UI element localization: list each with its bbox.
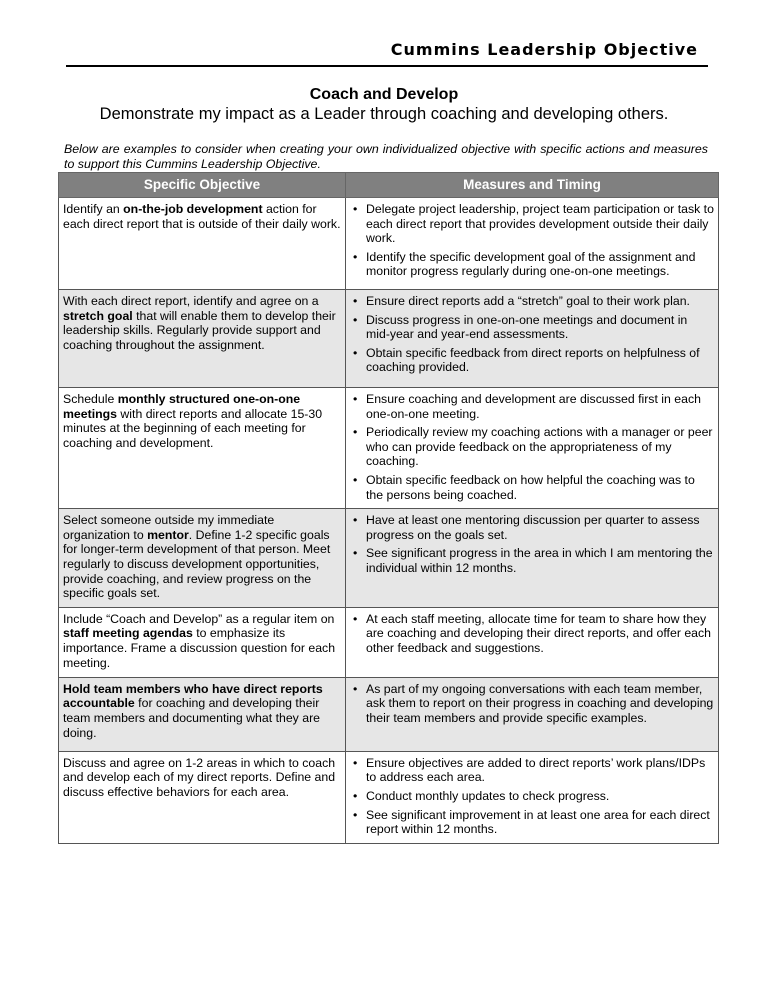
objective-emphasis: Hold team members who have direct reports accountable	[63, 681, 323, 711]
objective-text: for coaching and developing their team members and documenting what they are doing.	[63, 696, 321, 740]
intro-paragraph: Below are examples to consider when creating your own individualized objective with specific actions and measures to support this Cummins Leadership Objective.	[64, 142, 708, 171]
measures-list	[350, 294, 714, 375]
header-specific-objective: Specific Objective	[59, 173, 346, 198]
header-title: Cummins Leadership Objective	[390, 40, 698, 59]
measures-cell	[346, 388, 719, 509]
objective-text: with direct reports and allocate 15-30 minutes at the beginning of each meeting for coaching and development.	[63, 406, 323, 450]
measures-cell	[346, 290, 719, 388]
objective-text: . Define 1-2 specific goals for longer-term development of that person. Meet regularly to discuss development opportunities, provide coaching, and review progress on the specific goals set.	[63, 527, 331, 601]
measure-item: • Obtain specific feedback from direct reports on helpfulness of coaching provided.	[350, 346, 714, 375]
table-row	[59, 290, 719, 388]
objective-cell	[59, 290, 346, 388]
objective-emphasis: stretch goal	[63, 308, 133, 323]
table-body	[59, 198, 719, 844]
objective-cell	[59, 388, 346, 509]
objective-emphasis: mentor	[147, 527, 189, 542]
measures-cell	[346, 751, 719, 843]
objective-cell	[59, 198, 346, 290]
table-row	[59, 198, 719, 290]
table-row	[59, 607, 719, 677]
document-title: Coach and Develop	[309, 86, 459, 103]
measures-list	[350, 756, 714, 837]
measures-list	[350, 202, 714, 279]
document-subtitle: Demonstrate my impact as a Leader through coaching and developing others.	[99, 105, 669, 123]
table-row	[59, 677, 719, 751]
measures-list	[350, 513, 714, 575]
objective-text: Discuss and agree on 1-2 areas in which to coach and develop each of my direct reports. Define and discuss effective behaviors for each area.	[63, 755, 336, 799]
objective-emphasis: staff meeting agendas	[63, 626, 193, 641]
measure-item: • Ensure coaching and development are discussed first in each one-on-one meeting.	[350, 392, 714, 421]
measures-cell	[346, 509, 719, 608]
measure-item: • Have at least one mentoring discussion per quarter to assess progress on the goals set.	[350, 513, 714, 542]
measure-item: • As part of my ongoing conversations with each team member, ask them to report on their progress in coaching and developing their team members and provide specific examples.	[350, 682, 714, 726]
measure-item: • See significant improvement in at least one area for each direct report within 12 months.	[350, 808, 714, 837]
table-row	[59, 751, 719, 843]
measure-item: • Obtain specific feedback on how helpful the coaching was to the persons being coached.	[350, 473, 714, 502]
objective-emphasis: monthly structured one-on-one meetings	[63, 392, 301, 421]
table-row	[59, 388, 719, 509]
measure-item: • Ensure objectives are added to direct reports’ work plans/IDPs to address each area.	[350, 756, 714, 785]
objective-cell	[59, 677, 346, 751]
measure-item: • Delegate project leadership, project team participation or task to each direct report that provides development outside their daily work.	[350, 202, 714, 246]
measure-item: • Discuss progress in one-on-one meetings and document in mid-year and year-end assessments.	[350, 313, 714, 342]
objective-text: that will enable them to develop their leadership skills. Regularly provide support and coaching throughout the assignment.	[63, 308, 336, 352]
objective-text: to emphasize its importance. Frame a discussion question for each meeting.	[63, 626, 336, 670]
objective-cell	[59, 751, 346, 843]
measure-item: • Ensure direct reports add a “stretch” goal to their work plan.	[350, 294, 714, 309]
objectives-table	[58, 172, 719, 844]
objective-emphasis: on-the-job development	[123, 202, 263, 216]
table-row	[59, 509, 719, 608]
objective-text: Include “Coach and Develop” as a regular item on	[63, 611, 335, 626]
measures-list	[350, 612, 714, 656]
measure-item: • Conduct monthly updates to check progress.	[350, 789, 714, 804]
measures-cell	[346, 607, 719, 677]
objective-text: Select someone outside my immediate organization to	[63, 513, 275, 542]
objective-cell	[59, 509, 346, 608]
objective-text: Identify an	[63, 202, 124, 216]
measure-item: • See significant progress in the area in which I am mentoring the individual within 12 months.	[350, 546, 714, 575]
measures-list	[350, 392, 714, 502]
objective-text: action for each direct report that is outside of their daily work.	[63, 202, 341, 231]
table-header-row	[59, 173, 719, 198]
measures-cell	[346, 677, 719, 751]
measure-item: • At each staff meeting, allocate time for team to share how they are coaching and developing their direct reports, and offer each other feedback and suggestions.	[350, 612, 714, 656]
objective-text: Schedule	[63, 392, 118, 406]
measure-item: • Periodically review my coaching actions with a manager or peer who can provide feedback on the appropriateness of my coaching.	[350, 425, 714, 469]
objective-text: With each direct report, identify and agree on a	[63, 294, 319, 308]
measure-item: • Identify the specific development goal of the assignment and monitor progress regularly during one-on-one meetings.	[350, 250, 714, 279]
objective-cell	[59, 607, 346, 677]
header-rule	[66, 65, 708, 67]
header-measures-and-timing: Measures and Timing	[346, 173, 719, 198]
measures-list	[350, 682, 714, 726]
measures-cell	[346, 198, 719, 290]
